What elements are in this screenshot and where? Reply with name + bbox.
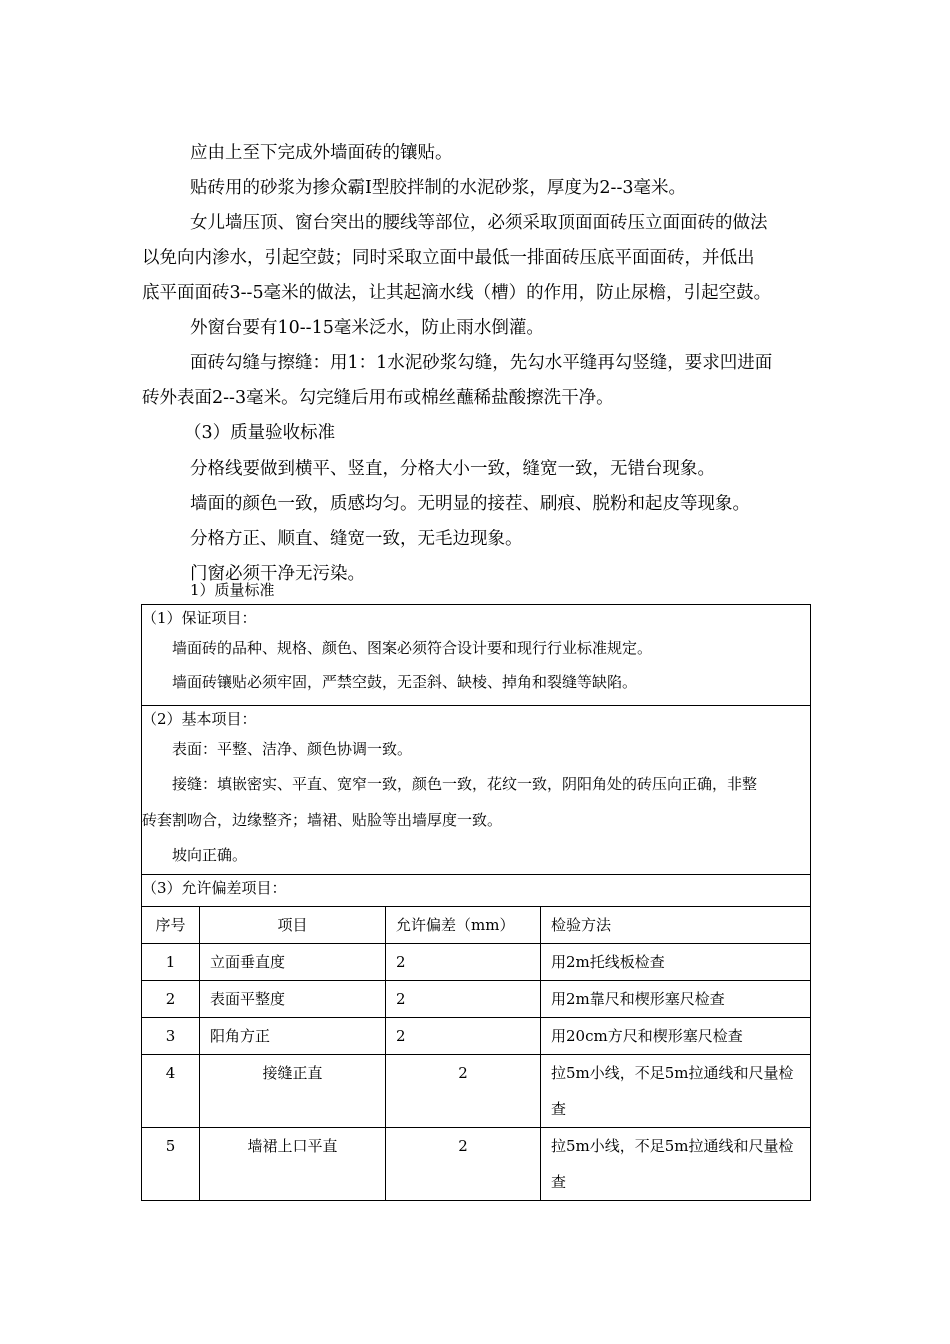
table-row <box>142 944 811 981</box>
paragraph: 贴砖用的砂浆为掺众霸Ⅰ型胶拌制的水泥砂浆，厚度为2--3毫米。 <box>190 178 687 198</box>
row-item: 立面垂直度 <box>200 944 386 981</box>
row-tolerance: 2 <box>386 981 541 1018</box>
table-row <box>142 981 811 1018</box>
paragraph: 墙面的颜色一致，质感均匀。无明显的接茬、刷痕、脱粉和起皮等现象。 <box>190 494 750 514</box>
header-method: 检验方法 <box>541 907 811 944</box>
basic-item: 坡向正确。 <box>172 846 248 864</box>
header-tolerance: 允许偏差（mm） <box>386 907 541 944</box>
guarantee-section <box>142 605 811 706</box>
row-no: 2 <box>142 981 200 1018</box>
row-no: 3 <box>142 1018 200 1055</box>
paragraph: 分格方正、顺直、缝宽一致，无毛边现象。 <box>190 529 523 549</box>
row-no: 4 <box>142 1055 200 1128</box>
table-row <box>142 1055 811 1128</box>
paragraph-continuation: 砖外表面2--3毫米。勾完缝后用布或棉丝蘸稀盐酸擦洗干净。 <box>142 388 614 408</box>
row-method: 用2m托线板检查 <box>541 944 811 981</box>
basic-item-continuation: 砖套割吻合，边缘整齐；墙裙、贴脸等出墙厚度一致。 <box>142 811 503 829</box>
row-no: 5 <box>142 1128 200 1201</box>
table-row <box>142 1018 811 1055</box>
deviation-title: （3）允许偏差项目： <box>142 879 287 897</box>
row-item: 墙裙上口平直 <box>200 1128 386 1201</box>
row-tolerance: 2 <box>386 1128 541 1201</box>
row-tolerance: 2 <box>386 1018 541 1055</box>
row-method: 用2m靠尺和楔形塞尺检查 <box>541 981 811 1018</box>
header-no: 序号 <box>142 907 200 944</box>
section-heading: （3）质量验收标准 <box>184 423 336 443</box>
paragraph-continuation: 底平面面砖3--5毫米的做法，让其起滴水线（槽）的作用，防止尿檐，引起空鼓。 <box>142 283 772 303</box>
quality-standard-table <box>141 604 811 1201</box>
paragraph: 应由上至下完成外墙面砖的镶贴。 <box>190 143 453 163</box>
deviation-title-row <box>142 875 811 907</box>
paragraph: 分格线要做到横平、竖直，分格大小一致，缝宽一致，无错台现象。 <box>190 459 715 479</box>
guarantee-item: 墙面砖镶贴必须牢固，严禁空鼓，无歪斜、缺棱、掉角和裂缝等缺陷。 <box>172 673 638 691</box>
table-caption: 1）质量标准 <box>190 581 275 599</box>
guarantee-item: 墙面砖的品种、规格、颜色、图案必须符合设计要和现行行业标准规定。 <box>172 639 653 657</box>
basic-section <box>142 706 811 875</box>
basic-item: 接缝：填嵌密实、平直、宽窄一致，颜色一致，花纹一致，阴阳角处的砖压向正确，非整 <box>172 775 758 793</box>
row-method: 拉5m小线，不足5m拉通线和尺量检查 <box>541 1128 811 1201</box>
row-tolerance: 2 <box>386 944 541 981</box>
paragraph: 门窗必须干净无污染。 <box>190 564 365 584</box>
row-tolerance: 2 <box>386 1055 541 1128</box>
row-method: 拉5m小线，不足5m拉通线和尺量检查 <box>541 1055 811 1128</box>
basic-item: 表面：平整、洁净、颜色协调一致。 <box>172 740 413 758</box>
row-item: 阳角方正 <box>200 1018 386 1055</box>
paragraph: 女儿墙压顶、窗台突出的腰线等部位，必须采取顶面面砖压立面面砖的做法 <box>190 213 768 233</box>
row-item: 表面平整度 <box>200 981 386 1018</box>
row-item: 接缝正直 <box>200 1055 386 1128</box>
paragraph: 外窗台要有10--15毫米泛水，防止雨水倒灌。 <box>190 318 544 338</box>
guarantee-title: （1）保证项目： <box>142 609 257 627</box>
paragraph: 面砖勾缝与擦缝：用1：1水泥砂浆勾缝，先勾水平缝再勾竖缝，要求凹进面 <box>190 353 773 373</box>
paragraph-continuation: 以免向内渗水，引起空鼓；同时采取立面中最低一排面砖压底平面面砖，并低出 <box>142 248 755 268</box>
deviation-header-row <box>142 907 811 944</box>
header-item: 项目 <box>200 907 386 944</box>
basic-title: （2）基本项目： <box>142 710 257 728</box>
row-no: 1 <box>142 944 200 981</box>
table-row <box>142 1128 811 1201</box>
row-method: 用20cm方尺和楔形塞尺检查 <box>541 1018 811 1055</box>
